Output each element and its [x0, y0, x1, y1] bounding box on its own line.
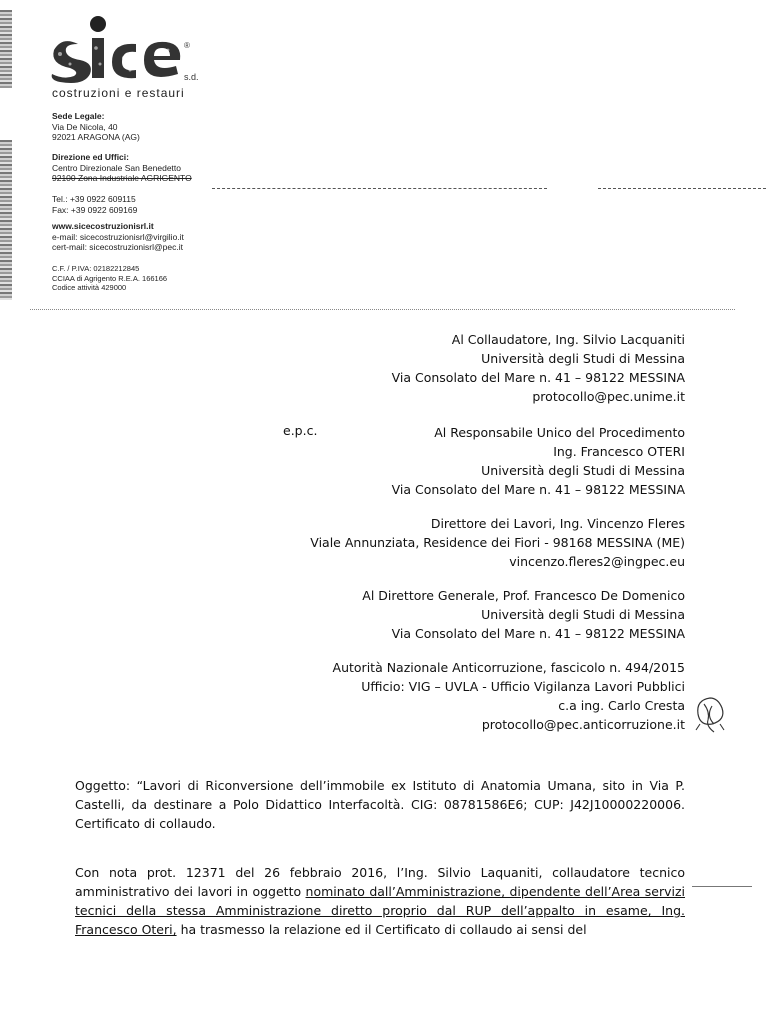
address-line: Autorità Nazionale Anticorruzione, fascicolo n. 494/2015: [332, 660, 685, 675]
address-line: Al Direttore Generale, Prof. Francesco De Domenico: [362, 588, 685, 603]
registered-mark: ®: [184, 41, 190, 50]
body-text-part: Con nota prot. 12371 del 26 febbraio 2016, l’Ing. Silvio Laquaniti, collaudatore tecnico amministrativo dei lavori in oggetto: [75, 865, 685, 899]
contact-line: Fax: +39 0922 609169: [52, 204, 138, 215]
address-line: Università degli Studi di Messina: [481, 607, 685, 622]
sede-label: Sede Legale:: [52, 111, 105, 121]
address-line: c.a ing. Carlo Cresta: [558, 698, 685, 713]
address-line: Al Responsabile Unico del Procedimento: [434, 425, 685, 440]
sede-legale: [52, 111, 140, 143]
address-line: protocollo@pec.anticorruzione.it: [481, 717, 685, 732]
fiscal-info: [52, 264, 167, 293]
address-line: Viale Annunziata, Residence dei Fiori - 98168 MESSINA (ME): [310, 535, 685, 550]
subject-label: Oggetto:: [75, 778, 131, 793]
direzione-uffici: [52, 152, 192, 184]
web-line: www.sicecostruzionisrl.it: [52, 221, 154, 231]
address-line: protocollo@pec.unime.it: [532, 389, 685, 404]
body-text-part: ha trasmesso la relazione ed il Certificato di collaudo ai sensi del: [176, 922, 587, 937]
body-text-underlined: nominato dall’Amministrazione, dipendente dell’Area servizi tecnici della stessa Amministrazione diretto proprio dal RUP dell’appalto in esame, Ing. Francesco Oteri,: [75, 884, 685, 937]
direzione-label: Direzione ed Uffici:: [52, 152, 129, 162]
letter-body: [75, 863, 685, 939]
address-line: Al Collaudatore, Ing. Silvio Lacquaniti: [451, 332, 685, 347]
company-logo: [40, 14, 210, 92]
address-line: Via Consolato del Mare n. 41 – 98122 MESSINA: [391, 370, 685, 385]
direzione-line: Centro Direzionale San Benedetto: [52, 162, 181, 173]
fiscal-line: C.F. / P.IVA: 02182212845: [52, 264, 140, 273]
web-line: cert-mail: sicecostruzionisrl@pec.it: [52, 242, 183, 252]
address-line: Via Consolato del Mare n. 41 – 98122 MESSINA: [391, 482, 685, 497]
recipient-direttore-lavori: [310, 514, 685, 571]
subject-text: “Lavori di Riconversione dell’immobile ex Istituto di Anatomia Umana, sito in Via P. Castelli, da destinare a Polo Didattico Interfacoltà. CIG: 08781586E6; CUP: J42J10000220006. Certificato di collaudo.: [75, 778, 685, 831]
web-line: e-mail: sicecostruzionisrl@virgilio.it: [52, 231, 184, 242]
address-line: Via Consolato del Mare n. 41 – 98122 MESSINA: [391, 626, 685, 641]
contact-line: Tel.: +39 0922 609115: [52, 194, 136, 204]
fiscal-line: Codice attività 429000: [52, 283, 127, 292]
recipient-collaudatore: [392, 330, 685, 406]
direzione-line: 92100 Zona Industriale AGRIGENTO: [52, 173, 192, 183]
epc-label: e.p.c.: [283, 423, 318, 438]
address-line: Ufficio: VIG – UVLA - Ufficio Vigilanza Lavori Pubblici: [361, 679, 685, 694]
recipient-rup: [392, 423, 685, 499]
sede-line: 92021 ARAGONA (AG): [52, 132, 140, 142]
recipient-direttore-generale: [362, 586, 685, 643]
sede-line: Via De Nicola, 40: [52, 121, 118, 132]
contacts: [52, 194, 137, 215]
address-line: Università degli Studi di Messina: [481, 463, 685, 478]
header-dashed-rule: [212, 188, 547, 189]
scan-edge-artifact: [0, 10, 12, 88]
header-dotted-rule: [30, 309, 735, 310]
letter-subject: [75, 776, 685, 833]
recipient-anac: [333, 658, 685, 734]
web-contacts: [52, 221, 184, 253]
address-line: Università degli Studi di Messina: [481, 351, 685, 366]
logo-suffix: s.d.: [184, 72, 199, 82]
address-line: Ing. Francesco OTERI: [553, 444, 685, 459]
address-line: Direttore dei Lavori, Ing. Vincenzo Fleres: [430, 516, 685, 531]
scan-edge-artifact: [0, 140, 12, 300]
fiscal-line: CCIAA di Agrigento R.E.A. 166166: [52, 273, 168, 283]
handwritten-mark: [692, 694, 728, 734]
company-tagline: costruzioni e restauri: [52, 86, 185, 100]
address-line: vincenzo.fleres2@ingpec.eu: [509, 554, 685, 569]
margin-dashed-rule: [692, 886, 752, 887]
header-dashed-rule: [598, 188, 766, 189]
